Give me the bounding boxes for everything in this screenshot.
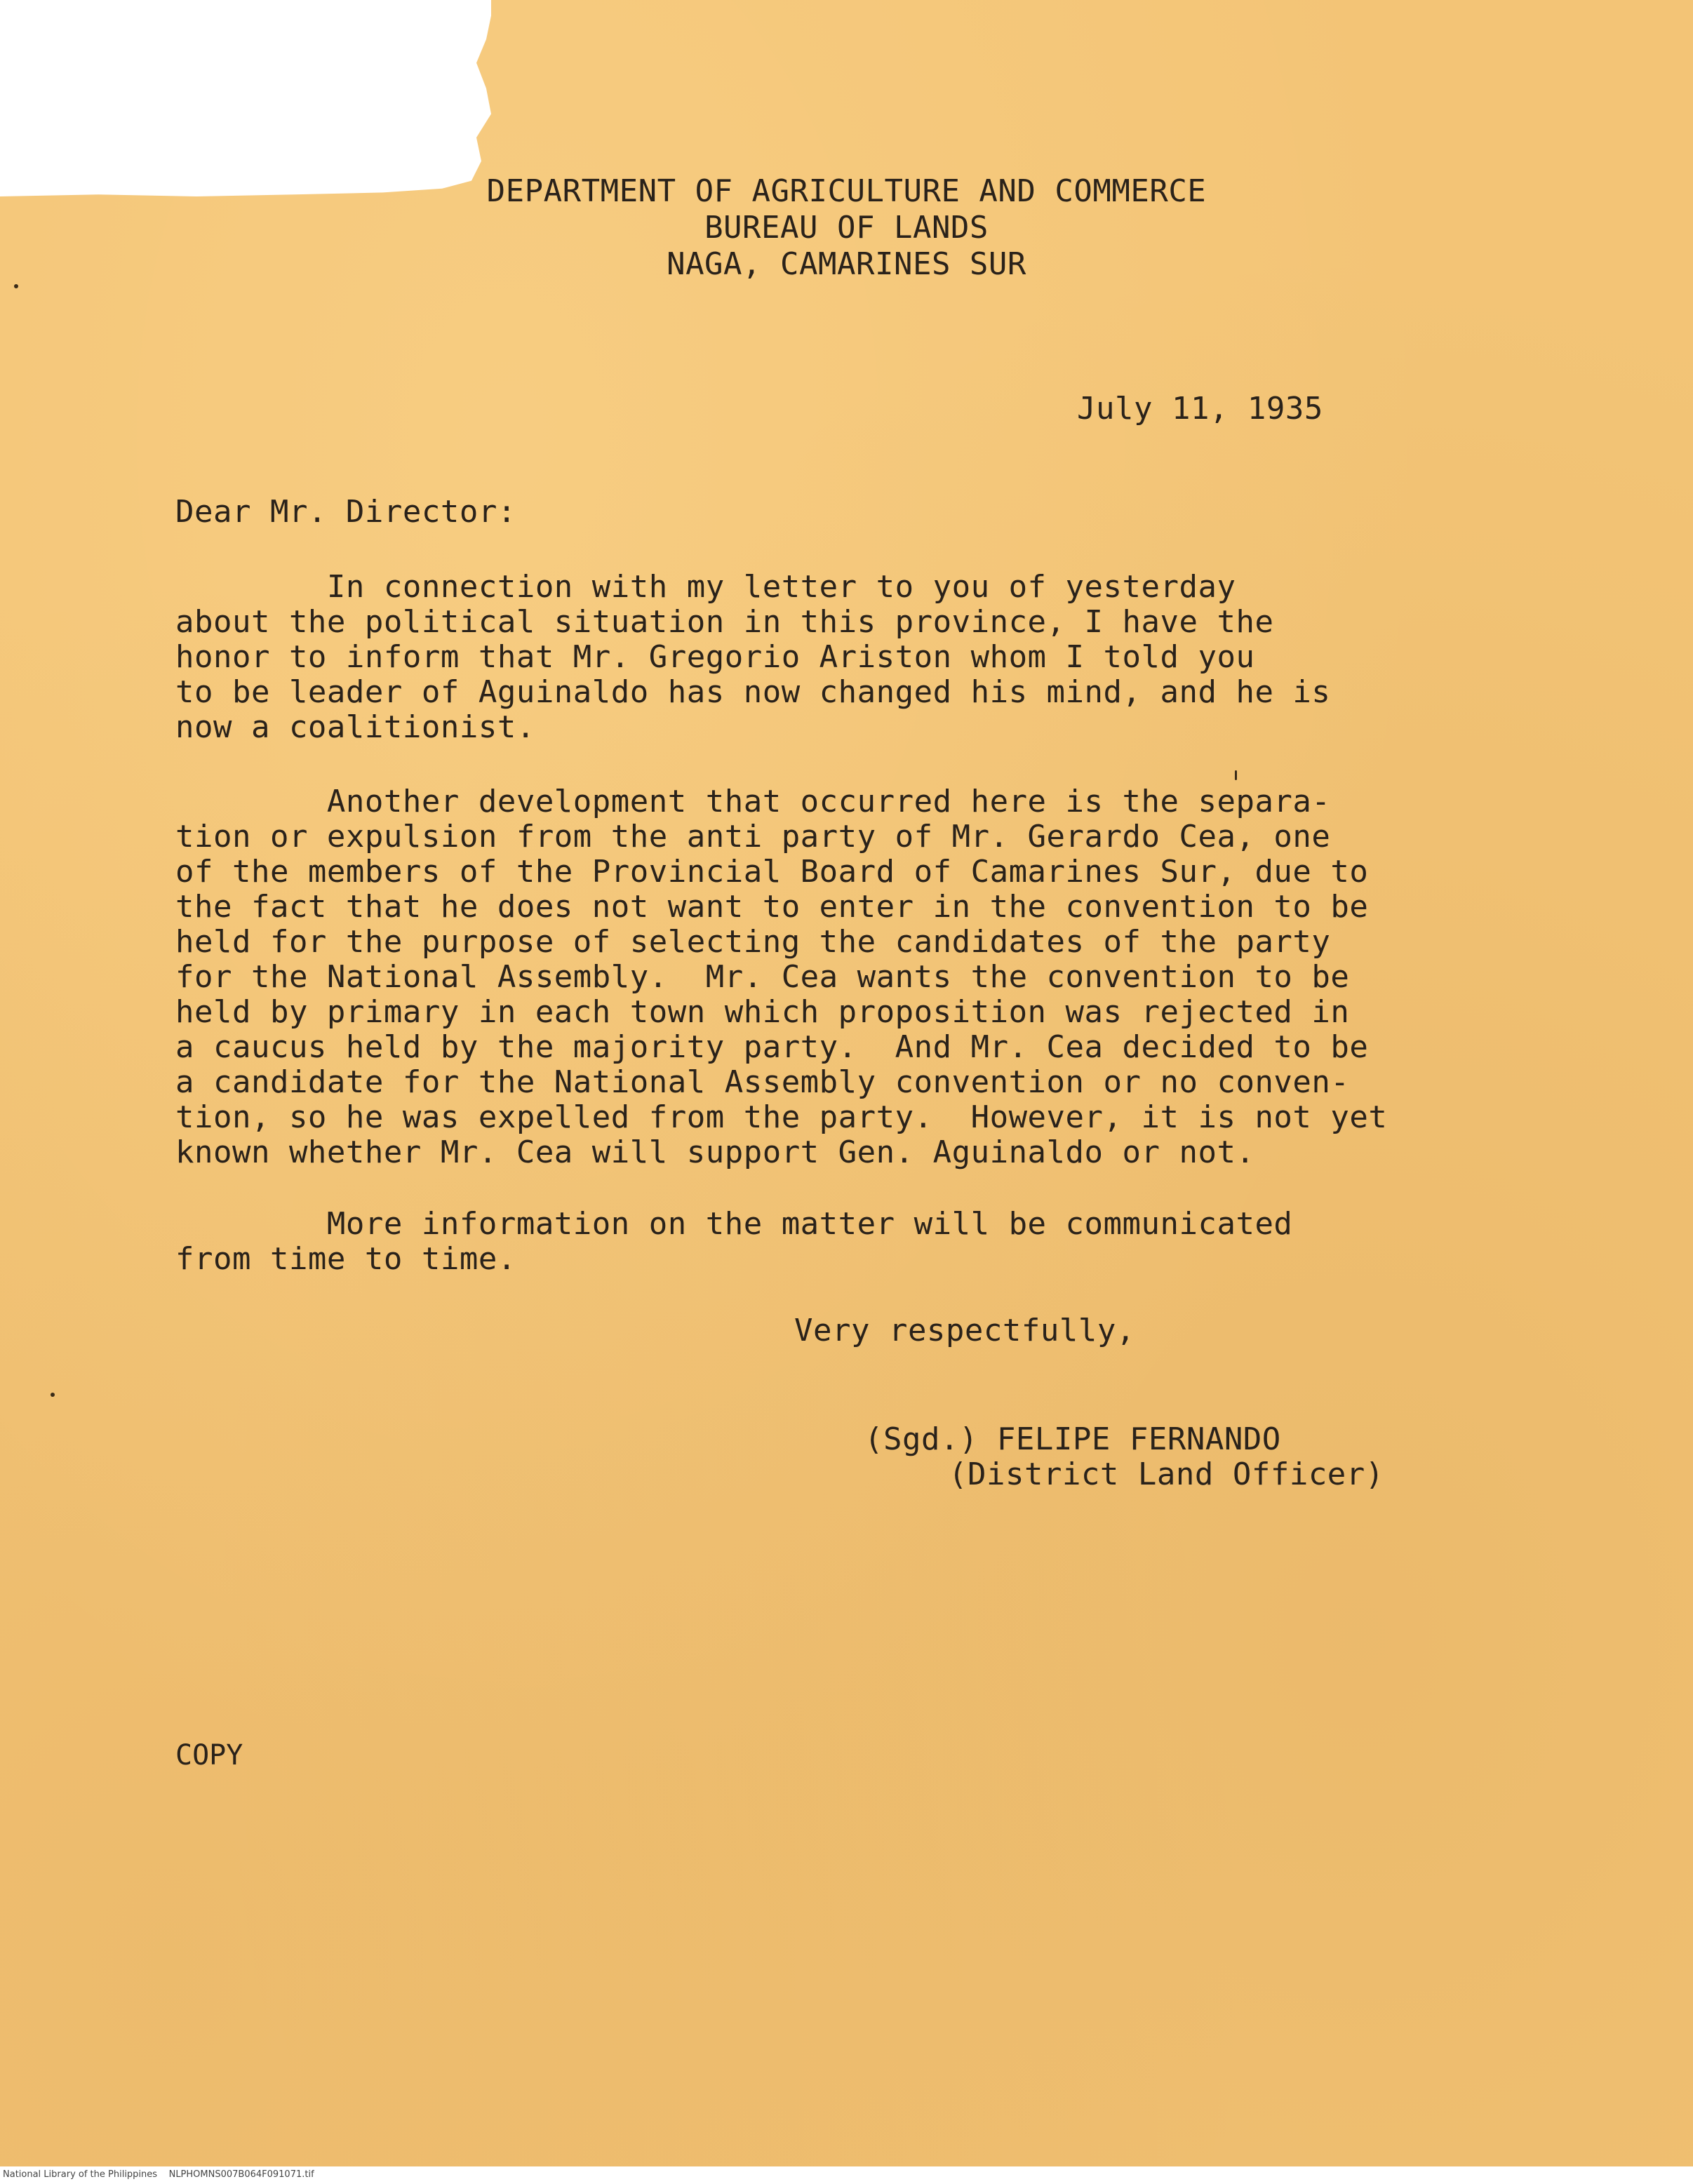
salutation: Dear Mr. Director: (175, 494, 516, 530)
para2-line: a caucus held by the majority party. And Mr. Cea decided to be (175, 1029, 1369, 1065)
para3-line: More information on the matter will be communicated (175, 1206, 1293, 1242)
letterhead-location: NAGA, CAMARINES SUR (667, 246, 1026, 282)
copy-mark: COPY (175, 1739, 243, 1771)
closing: Very respectfully, (794, 1313, 1135, 1348)
para2-line: tion, so he was expelled from the party. However, it is not yet (175, 1099, 1388, 1135)
para2-line: known whether Mr. Cea will support Gen. Aguinaldo or not. (175, 1134, 1255, 1170)
para2-line: for the National Assembly. Mr. Cea wants the convention to be (175, 959, 1350, 995)
ink-speck (14, 284, 18, 288)
para1-line: about the political situation in this province, I have the (175, 604, 1274, 640)
signature-name: (Sgd.) FELIPE FERNANDO (864, 1421, 1281, 1457)
para2-line: held by primary in each town which proposition was rejected in (175, 994, 1350, 1030)
ink-speck (51, 1393, 55, 1397)
para2-line: tion or expulsion from the anti party of Mr. Gerardo Cea, one (175, 819, 1331, 855)
para2-line: a candidate for the National Assembly convention or no conven- (175, 1064, 1350, 1100)
archive-footer: National Library of the Philippines NLPHOMNS007B064F091071.tif (3, 2169, 314, 2180)
para1-line: honor to inform that Mr. Gregorio Ariston whom I told you (175, 639, 1255, 675)
signature-title: (District Land Officer) (949, 1456, 1384, 1492)
torn-corner (0, 0, 491, 196)
para1-line: to be leader of Aguinaldo has now changed his mind, and he is (175, 674, 1331, 710)
para1-line: In connection with my letter to you of yesterday (175, 569, 1236, 605)
para2-line: of the members of the Provincial Board of Camarines Sur, due to (175, 854, 1369, 890)
para2-line: held for the purpose of selecting the candidates of the party (175, 924, 1331, 960)
para1-line: now a coalitionist. (175, 709, 535, 745)
letter-date: July 11, 1935 (1077, 391, 1323, 427)
para2-line: the fact that he does not want to enter in the convention to be (175, 889, 1369, 925)
letterhead-department: DEPARTMENT OF AGRICULTURE AND COMMERCE (486, 173, 1207, 209)
letterhead-bureau: BUREAU OF LANDS (704, 210, 989, 246)
para2-line: Another development that occurred here is the separa- (175, 784, 1331, 819)
ink-speck (1235, 770, 1237, 780)
para3-line: from time to time. (175, 1241, 516, 1277)
